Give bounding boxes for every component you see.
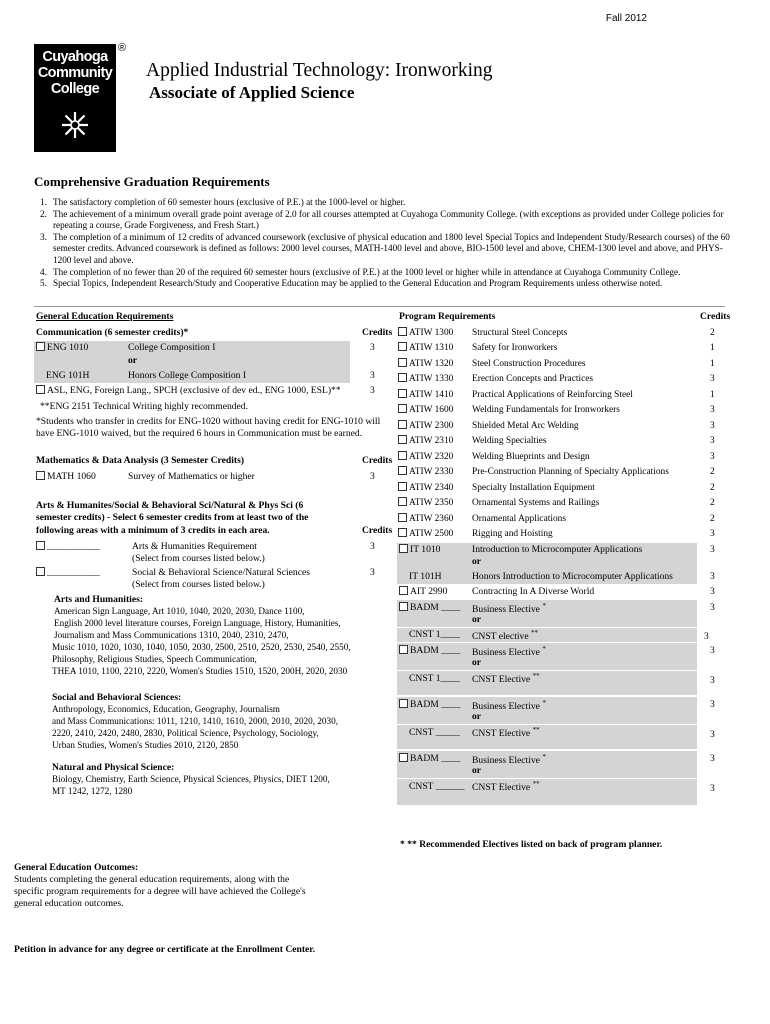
arts-blank-1: ___________ (36, 541, 100, 553)
badm-title: Business Elective * (472, 699, 546, 712)
it1010-title: Introduction to Microcomputer Applications (472, 544, 643, 555)
checkbox[interactable] (398, 482, 407, 491)
program-row: ATIW 1410 Practical Applications of Reinforcing Steel 1 (398, 389, 728, 404)
transfer-note: *Students who transfer in credits for ENG-1020 without having credit for ENG-1010 will have ENG-1010 waived, but the required 6 hours in Communication must be earned. (36, 416, 381, 440)
eng101h-code: ENG 101H (46, 370, 90, 381)
checkbox[interactable] (398, 404, 407, 413)
program-row: ATIW 2330 Pre-Construction Planning of Specialty Applications 2 (398, 466, 728, 481)
ah-line: English 2000 level literature courses, Foreign Language, History, Humanities, (54, 618, 341, 628)
snowflake-icon (60, 110, 90, 140)
program-row: ATIW 1310 Safety for Ironworkers 1 (398, 342, 728, 357)
arts-line2-title: Social & Behavioral Science/Natural Sciences (132, 567, 310, 578)
credits-label: Credits (362, 327, 393, 338)
badm-title: Business Elective * (472, 602, 546, 615)
checkbox[interactable] (399, 602, 408, 611)
checkbox[interactable] (399, 586, 408, 595)
cnst-code: CNST 1____ (409, 629, 460, 640)
checkbox[interactable] (399, 544, 408, 553)
badm-credits: 3 (710, 645, 715, 656)
term-label: Fall 2012 (605, 13, 647, 24)
cnst-title: CNST Elective ** (472, 672, 540, 685)
outcomes-line: general education outcomes. (14, 898, 124, 909)
asl-credits: 3 (370, 385, 375, 396)
ah-line: American Sign Language, Art 1010, 1040, 2020, 2030, Dance 1100, (54, 606, 305, 616)
program-row: ATIW 1600 Welding Fundamentals for Ironworkers 3 (398, 404, 728, 419)
checkbox[interactable] (399, 645, 408, 654)
or-label: or (472, 765, 482, 776)
or-label: or (472, 614, 482, 625)
checkbox[interactable] (399, 753, 408, 762)
it101h-code: IT 101H (409, 571, 442, 582)
checkbox[interactable] (36, 385, 45, 394)
checkbox[interactable] (398, 513, 407, 522)
outcomes-line: specific program requirements for a degree will have achieved the College's (14, 886, 306, 897)
sb-line: Urban Studies, Women's Studies 2010, 2120, 2850 (52, 740, 239, 750)
checkbox[interactable] (398, 497, 407, 506)
communication-heading: Communication (6 semester credits)* (36, 327, 189, 338)
cnst-credits: 3 (710, 783, 715, 794)
checkbox[interactable] (398, 358, 407, 367)
checkbox[interactable] (398, 327, 407, 336)
sb-line: Anthropology, Economics, Education, Geography, Journalism (52, 704, 280, 714)
or-label: or (472, 657, 482, 668)
checkbox[interactable] (398, 451, 407, 460)
or-label: or (472, 556, 482, 567)
petition-note: Petition in advance for any degree or certificate at the Enrollment Center. (14, 944, 316, 955)
gen-ed-heading: General Education Requirements (36, 311, 174, 322)
arts-line1-credits: 3 (370, 541, 375, 552)
ah-line: Music 1010, 1020, 1030, 1040, 1050, 2030, 2500, 2510, 2520, 2530, 2540, 2550, (52, 642, 351, 652)
np-line: MT 1242, 1272, 1280 (52, 786, 133, 796)
program-row: ATIW 1300 Structural Steel Concepts 2 (398, 327, 728, 342)
ait-code: AIT 2990 (399, 586, 447, 598)
program-row: ATIW 2310 Welding Specialties 3 (398, 435, 728, 450)
cnst-code: CNST 1____ (409, 673, 460, 684)
checkbox[interactable] (36, 342, 45, 351)
arts-line2-credits: 3 (370, 567, 375, 578)
checkbox[interactable] (36, 567, 45, 576)
requirement-item: 1. The satisfactory completion of 60 semester hours (exclusive of P.E.) at the 1000-level or higher. (40, 197, 406, 207)
it1010-code: IT 1010 (399, 544, 440, 556)
checkbox[interactable] (398, 435, 407, 444)
math-credits: 3 (370, 471, 375, 482)
program-row: ATIW 1330 Erection Concepts and Practices 3 (398, 373, 728, 388)
checkbox[interactable] (398, 389, 407, 398)
ah-line: THEA 1010, 1100, 2210, 2220, Women's Studies 1510, 1520, 200H, 2020, 2030 (52, 666, 348, 676)
checkbox[interactable] (398, 528, 407, 537)
eng1010-code: ENG 1010 (36, 342, 88, 354)
cnst-credits: 3 (710, 675, 715, 686)
or-label: or (128, 355, 138, 366)
credits-label: Credits (362, 455, 393, 466)
it101h-title: Honors Introduction to Microcomputer Applications (472, 571, 673, 582)
requirement-item: 4. The completion of no fewer than 20 of the required 60 semester hours (exclusive of P.E.) at the 1000 level or higher while in attendance at Cuyahoga Community College. (40, 266, 681, 277)
program-row: ATIW 2300 Shielded Metal Arc Welding 3 (398, 420, 728, 435)
cnst-code: CNST _____ (409, 727, 460, 738)
outcomes-line: Students completing the general education requirements, along with the (14, 874, 290, 885)
requirement-item: 2. The achievement of a minimum overall grade point average of 2.0 for all courses attempted at Cuyahoga Community College. (with exceptions as provided under College policies for repeating a course, Grade Forgiveness, and Fresh Start.) (40, 208, 724, 231)
requirements-list (40, 197, 730, 290)
cnst-code: CNST ______ (409, 781, 465, 792)
requirement-item: 3. The completion of a minimum of 12 credits of advanced coursework (exclusive of physical education and 1800 level Special Topics and Independent Study/Research courses) of the 60 semester credits. Advanced coursework is defined as follows: 2000 level courses, MATH-1400 level and above, BIO-1500 level and above, CHEM-1300 level and above, and PHYS-1200 level and above. (40, 231, 730, 265)
degree-title: Associate of Applied Science (149, 83, 355, 102)
badm-title: Business Elective * (472, 753, 546, 766)
badm-credits: 3 (710, 753, 715, 764)
arts-heading: Arts & Humanites/Social & Behavioral Sci/Natural & Phys Sci (6 semester credits) - Select 6 semester credits from at least two of the following areas with a minimum of 3 credits in each area. (36, 500, 309, 536)
asl-line: ASL, ENG, Foreign Lang., SPCH (exclusive of dev ed., ENG 1000, ESL)** (36, 385, 341, 397)
college-logo (34, 44, 116, 152)
badm-title: Business Elective * (472, 645, 546, 658)
checkbox[interactable] (398, 373, 407, 382)
section-title: Comprehensive Graduation Requirements (34, 174, 270, 189)
checkbox[interactable] (36, 541, 45, 550)
cnst-credits: 3 (710, 729, 715, 740)
eng1010-credits: 3 (370, 342, 375, 353)
ah-line: Philosophy, Religious Studies, Speech Communication, (52, 654, 257, 664)
ait-credits: 3 (710, 586, 715, 597)
it1010-credits: 3 (710, 544, 715, 555)
checkbox[interactable] (398, 420, 407, 429)
program-row: ATIW 2350 Ornamental Systems and Railings 2 (398, 497, 728, 512)
or-label: or (472, 711, 482, 722)
checkbox[interactable] (398, 342, 407, 351)
np-line: Biology, Chemistry, Earth Science, Physical Sciences, Physics, DIET 1200, (52, 774, 330, 784)
checkbox[interactable] (398, 466, 407, 475)
program-credits-heading: Credits (700, 311, 731, 322)
requirement-item: 5. Special Topics, Independent Research/Study and Cooperative Education may be applied to the General Education and Program Requirements unless otherwise noted. (40, 278, 663, 289)
badm-code: BADM ____ (399, 699, 460, 711)
eng101h-title: Honors College Composition I (128, 370, 247, 381)
badm-code: BADM ____ (399, 753, 460, 765)
ah-line: Journalism and Mass Communications 1310, 2040, 2310, 2470, (54, 630, 289, 640)
it101h-credits: 3 (710, 571, 715, 582)
ah-heading: Arts and Humanities: (54, 594, 144, 605)
math-heading: Mathematics & Data Analysis (3 Semester Credits) (36, 455, 245, 466)
sb-heading: Social and Behavioral Sciences: (52, 692, 182, 703)
cnst-title: CNST Elective ** (472, 780, 540, 793)
sb-line: 2220, 2410, 2420, 2480, 2830, Political Science, Psychology, Sociology, (52, 728, 319, 738)
math-code: MATH 1060 (36, 471, 96, 483)
badm-code: BADM ____ (399, 602, 460, 614)
divider (34, 306, 725, 307)
registered-mark: ® (118, 42, 127, 54)
checkbox[interactable] (36, 471, 45, 480)
eng1010-title: College Composition I (128, 342, 216, 353)
arts-blank-2: ___________ (36, 567, 100, 579)
math-title: Survey of Mathematics or higher (128, 471, 255, 482)
arts-line2-sub: (Select from courses listed below.) (132, 579, 265, 590)
program-row: ATIW 1320 Steel Construction Procedures 1 (398, 358, 728, 373)
logo-line-2: Community (37, 65, 113, 81)
program-row: ATIW 2340 Specialty Installation Equipment 2 (398, 482, 728, 497)
program-row: ATIW 2360 Ornamental Applications 2 (398, 513, 728, 528)
badm-credits: 3 (710, 602, 715, 613)
program-title: Applied Industrial Technology: Ironworking (146, 60, 493, 81)
sb-line: and Mass Communications: 1011, 1210, 1410, 1610, 2000, 2010, 2020, 2030, (52, 716, 338, 726)
credits-label: Credits (362, 525, 393, 536)
arts-line1-title: Arts & Humanities Requirement (132, 541, 257, 552)
program-heading: Program Requirements (399, 311, 496, 322)
np-heading: Natural and Physical Science: (52, 762, 175, 773)
logo-line-1: Cuyahoga (42, 49, 108, 65)
badm-credits: 3 (710, 699, 715, 710)
cnst-title: CNST elective ** (472, 629, 538, 642)
outcomes-heading: General Education Outcomes: (14, 862, 139, 873)
logo-line-3: College (50, 81, 100, 97)
badm-code: BADM ____ (399, 645, 460, 657)
ait-title: Contracting In A Diverse World (472, 586, 595, 597)
program-row: ATIW 2320 Welding Blueprints and Design 3 (398, 451, 728, 466)
arts-line1-sub: (Select from courses listed below.) (132, 553, 265, 564)
eng2151-note: **ENG 2151 Technical Writing highly recommended. (40, 401, 249, 412)
program-row: ATIW 2500 Rigging and Hoisting 3 (398, 528, 728, 543)
checkbox[interactable] (399, 699, 408, 708)
eng101h-credits: 3 (370, 370, 375, 381)
cnst-title: CNST Elective ** (472, 726, 540, 739)
recommended-note: * ** Recommended Electives listed on back of program planner. (400, 839, 663, 850)
cnst-credits: 3 (704, 631, 709, 642)
